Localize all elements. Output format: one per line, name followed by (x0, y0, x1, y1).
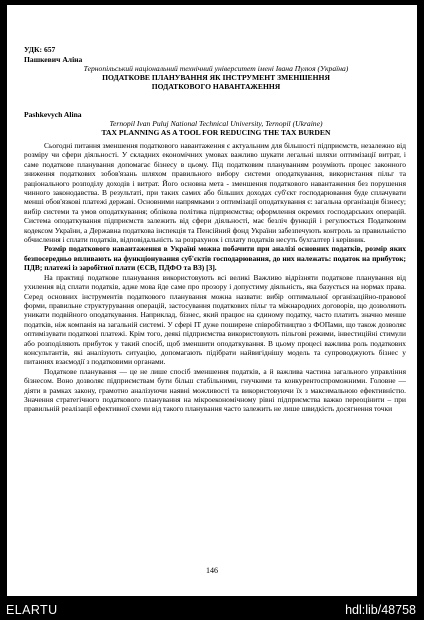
title-ua-line-1: ПОДАТКОВЕ ПЛАНУВАННЯ ЯК ІНСТРУМЕНТ ЗМЕНШЕННЯ (102, 73, 330, 82)
repository-name: ELARTU (6, 603, 58, 617)
handle-id: hdl:lib/48758 (345, 603, 416, 617)
article-body (24, 141, 406, 414)
paragraph-4: Податкове планування — це не лише спосіб зменшення податків, а й важлива частина загального управління бізнесом. Воно дозволяє підприємствам бути більш стабільними, гнучкими та конкурентоспроможними. Головне — діяти в рамках закону, грамотно аналізуючи наявні можливості та використовуючи їх з максимальною ефективністю. Значення стратегічного податкового планування на мікроекономічному рівні підприємства важко переоцінити – при правильній реалізації ефективної схеми від такого планування часто залежить не лише швидкість досягнення точки (24, 366, 406, 414)
paragraph-1: Сьогодні питання зменшення податкового навантаження є актуальним для більшості підприємств, незалежно від розміру чи сфери діяльності. У складних економічних умовах важливо шукати легальні шляхи оптимізації витрат, і саме податкове планування допомагає бізнесу в цьому. Під податковим плануванням розуміють процес законного зниження податкових зобов'язань шляхом правильного вибору системи оподаткування, використання пільг та раціонального розподілу доходів і витрат. Його основна мета - зменшення податкового навантаження без порушення чинного законодавства. В результаті, при таких самих або більших доходах суб'єкт господарювання буде сплачувати менші обов'язкові платежі державі. Основними напрямками з оптимізації оподаткування є: загальна організація бізнесу; вибір системи та умов оподаткування; облікова політика підприємства; оформлення окремих господарських операцій. Система оподаткування підприємств залежить від сфери діяльності, має безліч функцій і регулюється Податковим кодексом України, а Державна податкова інспекція та Пенсійний фонд України забезпечують контроль за правильністю обчислення і сплати податків, відповідальність за розрахунок і сплату податків несуть бухгалтер і керівник. (24, 141, 406, 245)
title-english: TAX PLANNING AS A TOOL FOR REDUCING THE TAX BURDEN (101, 128, 331, 137)
author-name-en: Pashkevych Alina (24, 110, 82, 119)
title-ua-line-2: ПОДАТКОВОГО НАВАНТАЖЕННЯ (151, 82, 281, 92)
viewer-footer (0, 598, 424, 620)
page-number: 146 (206, 566, 218, 575)
paragraph-3: На практиці податкове планування використовують всі великі Важливо відрізняти податкове планування від ухилення від сплати податків, адже мова йде саме про прозору і допустиму діяльність, яка базується на нормах права. Серед основних інструментів податкового планування можна назвати: вибір оптимальної організаційно-правової форми, правильне структурування операцій, застосування податкових пільг та міжнародних договорів, що дозволяють уникати подвійного оподаткування. Наприклад, бізнес, який працює на єдиному податку, часто платить значно менше податків, ніж компанія на загальній системі. У сфері IT дуже поширене співробітництво з ФОПами, що також дозволяє оптимізувати податкові платежі. Крім того, деякі підприємства використовують пільгові режими, інвестиційні стимули або розподіляють прибуток у такий спосіб, щоб зменшити оподаткування. В цьому процесі важлива роль податкових консультантів, які аналізують ситуацію, допомагають підібрати найвигіднішу модель та супроводжують бізнес у питаннях взаємодії з податковими органами. (24, 272, 406, 367)
author-affiliation: Тернопільський національний технічний університет імені Івана Пулюя (Україна) (83, 64, 349, 73)
author-affiliation-en: Ternopil Ivan Puluj National Technical University, Ternopil (Ukraine) (109, 119, 323, 128)
title-ukrainian (24, 73, 408, 92)
udk-label: УДК: 657 (24, 45, 56, 54)
author-name: Пашкевич Аліна (24, 55, 83, 64)
paragraph-2: Розмір податкового навантаження в Україні можна побачити при аналізі основних податків, розмір яких безпосередньо впливають на функціонування суб'єктів господарювання, до них належать: податок на прибуток; ПДВ; платежі із заробітної плати (ЄСВ, ПДФО та ВЗ) [3]. (24, 244, 406, 273)
